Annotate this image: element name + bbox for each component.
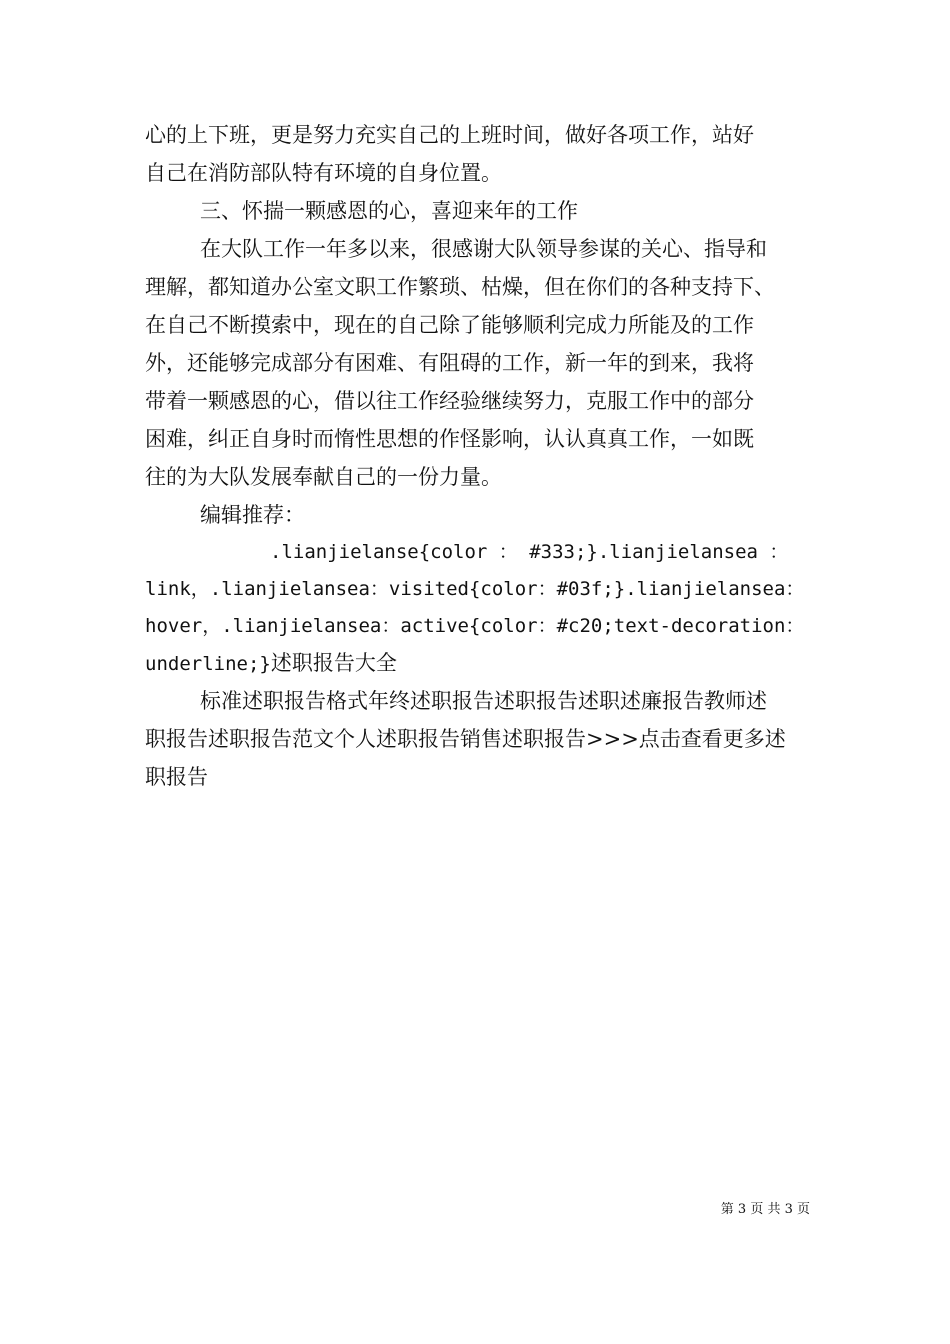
- document-body: [145, 116, 810, 796]
- paragraph-line: 理解，都知道办公室文职工作繁琐、枯燥，但在你们的各种支持下、: [145, 275, 775, 299]
- paragraph-line: 自己在消防部队特有环境的自身位置。: [145, 161, 502, 185]
- section-heading: 三、怀揣一颗感恩的心，喜迎来年的工作: [200, 199, 578, 223]
- paragraph-line: 往的为大队发展奉献自己的一份力量。: [145, 465, 502, 489]
- related-links-line[interactable]: 职报告述职报告范文个人述职报告销售述职报告>>>点击查看更多述: [145, 727, 786, 751]
- paragraph-line: 心的上下班，更是努力充实自己的上班时间，做好各项工作，站好: [145, 123, 754, 147]
- paragraph-line: 在大队工作一年多以来，很感谢大队领导参谋的关心、指导和: [200, 237, 767, 261]
- editor-recommend-label: 编辑推荐：: [200, 503, 305, 527]
- related-links-line[interactable]: 标准述职报告格式年终述职报告述职报告述职述廉报告教师述: [200, 689, 767, 713]
- css-snippet-line: link，.lianjielansea：visited{color：#03f;}.lianjielansea：: [145, 578, 805, 600]
- css-snippet-line: .lianjielanse{color ： #333;}.lianjielansea ：: [270, 541, 789, 563]
- paragraph-line: 困难，纠正自身时而惰性思想的作怪影响，认认真真工作，一如既: [145, 427, 754, 451]
- page-number: 第 3 页 共 3 页: [720, 1202, 810, 1217]
- paragraph-line: 在自己不断摸索中，现在的自己除了能够顺利完成力所能及的工作: [145, 313, 754, 337]
- css-snippet-line: [145, 645, 810, 682]
- related-links-line[interactable]: 职报告: [145, 765, 208, 789]
- css-snippet-end: underline;}: [145, 653, 271, 675]
- paragraph-line: 外，还能够完成部分有困难、有阻碍的工作，新一年的到来，我将: [145, 351, 754, 375]
- paragraph-line: 带着一颗感恩的心，借以往工作经验继续努力，克服工作中的部分: [145, 389, 754, 413]
- css-snippet-line: hover，.lianjielansea：active{color：#c20;text-decoration：: [145, 615, 805, 637]
- report-collection-link[interactable]: 述职报告大全: [270, 651, 397, 675]
